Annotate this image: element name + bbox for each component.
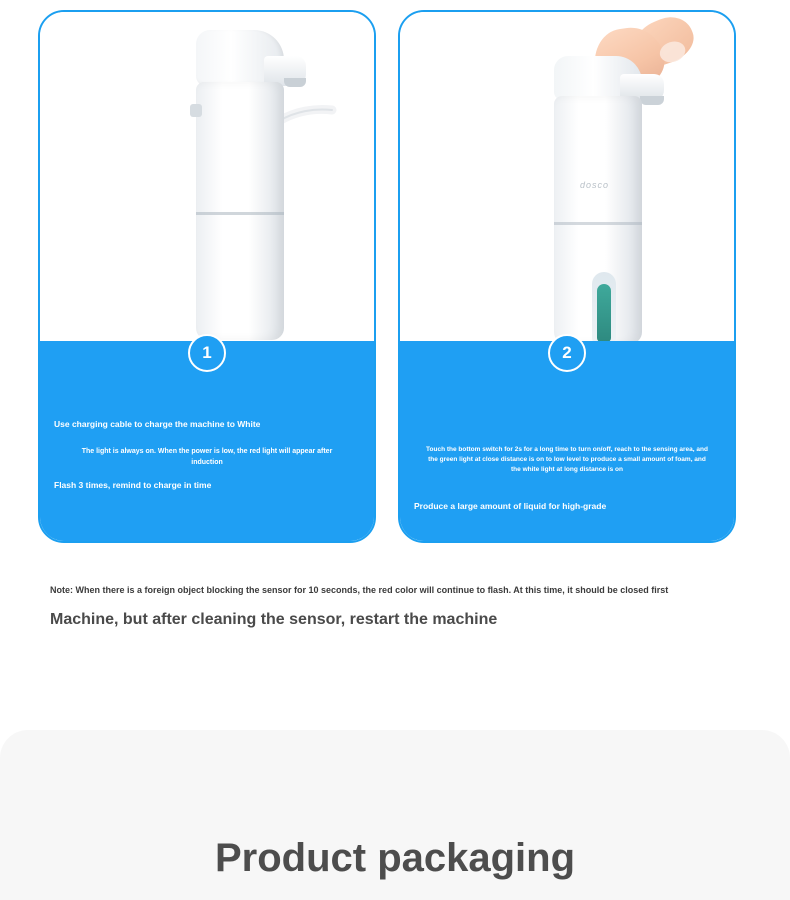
- dispenser-nozzle-lip: [284, 78, 306, 87]
- dispenser-illustration-1: [188, 30, 306, 340]
- brand-logo: dosco: [580, 180, 610, 190]
- dispenser-seam: [196, 212, 284, 215]
- note-large-text: Machine, but after cleaning the sensor, restart the machine: [50, 611, 498, 628]
- note-small-text: Note: When there is a foreign object blocking the sensor for 10 seconds, the red color will continue to flash. At this time, it should be closed first: [50, 585, 669, 595]
- dispenser-illustration-2: [540, 34, 680, 344]
- liquid-level-indicator: [597, 284, 611, 342]
- charging-port: [190, 104, 202, 117]
- dispenser-nozzle-lip: [640, 96, 664, 105]
- product-packaging-section: [0, 730, 790, 900]
- step-1-line-3: Flash 3 times, remind to charge in time: [54, 480, 212, 490]
- step-badge-2: 2: [548, 334, 586, 372]
- step-panel-2: [398, 10, 736, 543]
- step-2-captions: [400, 373, 734, 541]
- dispenser-seam: [554, 222, 642, 225]
- note-section: [0, 585, 790, 629]
- step-2-photo: [400, 12, 734, 347]
- product-packaging-title: Product packaging: [214, 836, 576, 880]
- step-panel-1: [38, 10, 376, 543]
- step-1-line-2: The light is always on. When the power is low, the red light will appear after induction: [81, 448, 333, 466]
- dispenser-body: [196, 82, 284, 340]
- step-badge-1: 1: [188, 334, 226, 372]
- step-1-line-1: Use charging cable to charge the machine to White: [54, 419, 261, 429]
- step-2-line-2: Produce a large amount of liquid for high-grade: [414, 501, 607, 511]
- step-1-captions: [40, 373, 374, 541]
- step-2-line-1: Touch the bottom switch for 2s for a long time to turn on/off, reach to the sensing area, and the green light at close distance is on to low level to produce a small amount of foam, and the white light at long distance is on: [426, 446, 708, 474]
- step-1-photo: [40, 12, 374, 347]
